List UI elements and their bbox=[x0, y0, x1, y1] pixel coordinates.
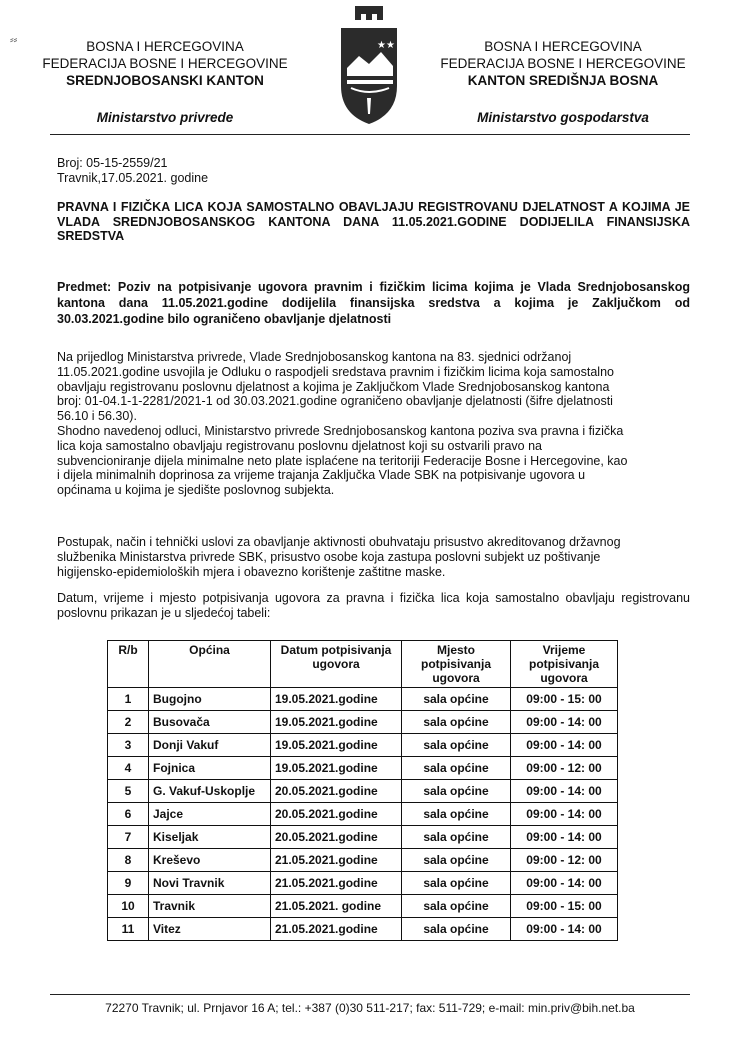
table-row bbox=[108, 757, 618, 780]
body-line: 11.05.2021.godine usvojila je Odluku o raspodjeli sredstava pravnim i fizičkim licima koja samostalno bbox=[57, 364, 614, 379]
cell-mjesto: sala općine bbox=[402, 711, 511, 734]
header-left-canton: SREDNJOBOSANSKI KANTON bbox=[66, 73, 264, 88]
header-divider bbox=[50, 134, 690, 135]
cell-datum: 19.05.2021.godine bbox=[271, 734, 402, 757]
cell-datum: 21.05.2021.godine bbox=[271, 872, 402, 895]
cell-rb: 4 bbox=[108, 757, 149, 780]
table-row bbox=[108, 711, 618, 734]
cell-rb: 3 bbox=[108, 734, 149, 757]
body-line: subvencioniranje dijela minimalne neto plate isplaćene na teritoriji Federacije Bosne i Hercegovine, kao bbox=[57, 453, 628, 468]
body-line: Na prijedlog Ministarstva privrede, Vlade Srednjobosanskog kantona na 83. sjednici održanoj bbox=[57, 350, 572, 364]
header-left-ministry: Ministarstvo privrede bbox=[96, 110, 234, 125]
footer-contact: 72270 Travnik; ul. Prnjavor 16 A; tel.: +387 (0)30 511-217; fax: 511-729; e-mail: min.priv@bih.net.ba bbox=[105, 1001, 635, 1015]
reference-number: Broj: 05-15-2559/21 bbox=[57, 156, 168, 170]
body-paragraph-3 bbox=[57, 535, 690, 579]
cell-datum: 20.05.2021.godine bbox=[271, 780, 402, 803]
cell-mjesto: sala općine bbox=[402, 918, 511, 941]
scan-mark: ⸗⸗ bbox=[10, 34, 18, 46]
cell-opcina: Bugojno bbox=[149, 688, 271, 711]
body-paragraph-4: Datum, vrijeme i mjesto potpisivanja ugovora za pravna i fizička lica koja samostalno obavljaju registrovanu poslovnu prikazan je u sljedećoj tabeli: bbox=[57, 591, 690, 620]
header-right-federation: FEDERACIJA BOSNE I HERCEGOVINE bbox=[440, 56, 686, 71]
cell-mjesto: sala općine bbox=[402, 780, 511, 803]
cell-vrijeme: 09:00 - 12: 00 bbox=[511, 849, 618, 872]
svg-text:★★: ★★ bbox=[377, 40, 395, 51]
cell-mjesto: sala općine bbox=[402, 734, 511, 757]
cell-opcina: Fojnica bbox=[149, 757, 271, 780]
table-header-row bbox=[108, 641, 618, 688]
cell-vrijeme: 09:00 - 15: 00 bbox=[511, 688, 618, 711]
table-row bbox=[108, 780, 618, 803]
cell-vrijeme: 09:00 - 14: 00 bbox=[511, 780, 618, 803]
cell-mjesto: sala općine bbox=[402, 757, 511, 780]
coat-of-arms-icon bbox=[337, 6, 401, 126]
cell-mjesto: sala općine bbox=[402, 895, 511, 918]
cell-rb: 1 bbox=[108, 688, 149, 711]
header-left-federation: FEDERACIJA BOSNE I HERCEGOVINE bbox=[42, 56, 288, 71]
cell-datum: 21.05.2021.godine bbox=[271, 918, 402, 941]
header-mjesto: Mjesto potpisivanja ugovora bbox=[402, 641, 511, 688]
table-row bbox=[108, 803, 618, 826]
header-right-country: BOSNA I HERCEGOVINA bbox=[484, 39, 642, 54]
body-line: službenika Ministarstva privrede SBK, prisustvo osobe koja zastupa poslovni subjekt uz poštivanje bbox=[57, 549, 601, 564]
cell-mjesto: sala općine bbox=[402, 688, 511, 711]
cell-mjesto: sala općine bbox=[402, 803, 511, 826]
cell-rb: 5 bbox=[108, 780, 149, 803]
cell-opcina: Donji Vakuf bbox=[149, 734, 271, 757]
table-row bbox=[108, 895, 618, 918]
cell-rb: 11 bbox=[108, 918, 149, 941]
body-paragraph-1 bbox=[57, 350, 690, 498]
body-line: i dijela minimalnih doprinosa za vrijeme trajanja Zaključka Vlade SBK na potpisivanje ugovora u bbox=[57, 468, 586, 483]
header-left-country: BOSNA I HERCEGOVINA bbox=[86, 39, 244, 54]
table-row bbox=[108, 872, 618, 895]
body-line: broj: 01-04.1-1-2281/2021-1 od 30.03.2021.godine ograničeno obavljanje djelatnosti (šifre djelatnosti bbox=[57, 394, 613, 409]
cell-rb: 7 bbox=[108, 826, 149, 849]
header-vrijeme: Vrijeme potpisivanja ugovora bbox=[511, 641, 618, 688]
body-line: 56.10 i 56.30). bbox=[57, 409, 137, 424]
body-line: Postupak, način i tehnički uslovi za obavljanje aktivnosti obuhvataju prisustvo akreditovanog državnog bbox=[57, 535, 621, 549]
cell-datum: 19.05.2021.godine bbox=[271, 711, 402, 734]
table-row bbox=[108, 826, 618, 849]
cell-opcina: Kreševo bbox=[149, 849, 271, 872]
cell-opcina: G. Vakuf-Uskoplje bbox=[149, 780, 271, 803]
table-row bbox=[108, 734, 618, 757]
body-line: Shodno navedenoj odluci, Ministarstvo privrede Srednjobosanskog kantona poziva sva pravna i fizička bbox=[57, 423, 624, 438]
header-right-canton: KANTON SREDIŠNJA BOSNA bbox=[467, 73, 659, 88]
cell-datum: 19.05.2021.godine bbox=[271, 757, 402, 780]
cell-opcina: Travnik bbox=[149, 895, 271, 918]
cell-mjesto: sala općine bbox=[402, 826, 511, 849]
footer-divider bbox=[50, 994, 690, 995]
cell-datum: 21.05.2021.godine bbox=[271, 849, 402, 872]
header-right-ministry: Ministarstvo gospodarstva bbox=[477, 110, 649, 125]
cell-opcina: Jajce bbox=[149, 803, 271, 826]
cell-rb: 9 bbox=[108, 872, 149, 895]
header-rb: R/b bbox=[108, 641, 149, 688]
reference-block bbox=[57, 156, 208, 186]
reference-date: Travnik,17.05.2021. godine bbox=[57, 171, 209, 185]
cell-opcina: Kiseljak bbox=[149, 826, 271, 849]
cell-datum: 20.05.2021.godine bbox=[271, 826, 402, 849]
schedule-table bbox=[107, 640, 618, 941]
body-line: obavljaju registrovanu poslovnu djelatnost a kojima je Zaključkom Vlade Srednjobosanskog kantona bbox=[57, 379, 610, 394]
body-line: općinama u kojima je sjedište poslovnog subjekta. bbox=[57, 483, 335, 498]
cell-opcina: Busovača bbox=[149, 711, 271, 734]
header-datum: Datum potpisivanja ugovora bbox=[271, 641, 402, 688]
cell-vrijeme: 09:00 - 14: 00 bbox=[511, 803, 618, 826]
header-left bbox=[20, 38, 310, 126]
cell-mjesto: sala općine bbox=[402, 849, 511, 872]
cell-vrijeme: 09:00 - 15: 00 bbox=[511, 895, 618, 918]
cell-vrijeme: 09:00 - 14: 00 bbox=[511, 734, 618, 757]
cell-mjesto: sala općine bbox=[402, 872, 511, 895]
cell-vrijeme: 09:00 - 14: 00 bbox=[511, 711, 618, 734]
body-line: higijensko-epidemioloških mjera i obavezno korištenje zaštitne maske. bbox=[57, 564, 446, 579]
cell-vrijeme: 09:00 - 14: 00 bbox=[511, 826, 618, 849]
cell-vrijeme: 09:00 - 14: 00 bbox=[511, 918, 618, 941]
cell-rb: 6 bbox=[108, 803, 149, 826]
document-title: PRAVNA I FIZIČKA LICA KOJA SAMOSTALNO OBAVLJAJU REGISTROVANU DJELATNOST A KOJIMA JE VLADA SREDNJOBOSANSKOG KANTONA DANA 11.05.2021.GODINE DODIJELILA FINANSIJSKA SREDSTVA bbox=[57, 200, 690, 243]
table-row bbox=[108, 849, 618, 872]
cell-opcina: Novi Travnik bbox=[149, 872, 271, 895]
header-right bbox=[418, 38, 708, 126]
cell-vrijeme: 09:00 - 14: 00 bbox=[511, 872, 618, 895]
header-opcina: Općina bbox=[149, 641, 271, 688]
cell-rb: 2 bbox=[108, 711, 149, 734]
cell-datum: 21.05.2021. godine bbox=[271, 895, 402, 918]
cell-rb: 8 bbox=[108, 849, 149, 872]
cell-datum: 20.05.2021.godine bbox=[271, 803, 402, 826]
cell-rb: 10 bbox=[108, 895, 149, 918]
table-row bbox=[108, 688, 618, 711]
table-row bbox=[108, 918, 618, 941]
cell-datum: 19.05.2021.godine bbox=[271, 688, 402, 711]
cell-vrijeme: 09:00 - 12: 00 bbox=[511, 757, 618, 780]
document-subject: Predmet: Poziv na potpisivanje ugovora pravnim i fizičkim licima kojima je Vlada Srednjobosanskog kantona dana 11.05.2021.godine dodijelila finansijska sredstva a kojima je Zaključkom od 30.03.2021.godine bilo ograničeno obavljanje djelatnosti bbox=[57, 280, 690, 326]
cell-opcina: Vitez bbox=[149, 918, 271, 941]
body-line: lica koja samostalno obavljaju registrovanu poslovnu djelatnost koji su ostvarili pravo na bbox=[57, 438, 542, 453]
